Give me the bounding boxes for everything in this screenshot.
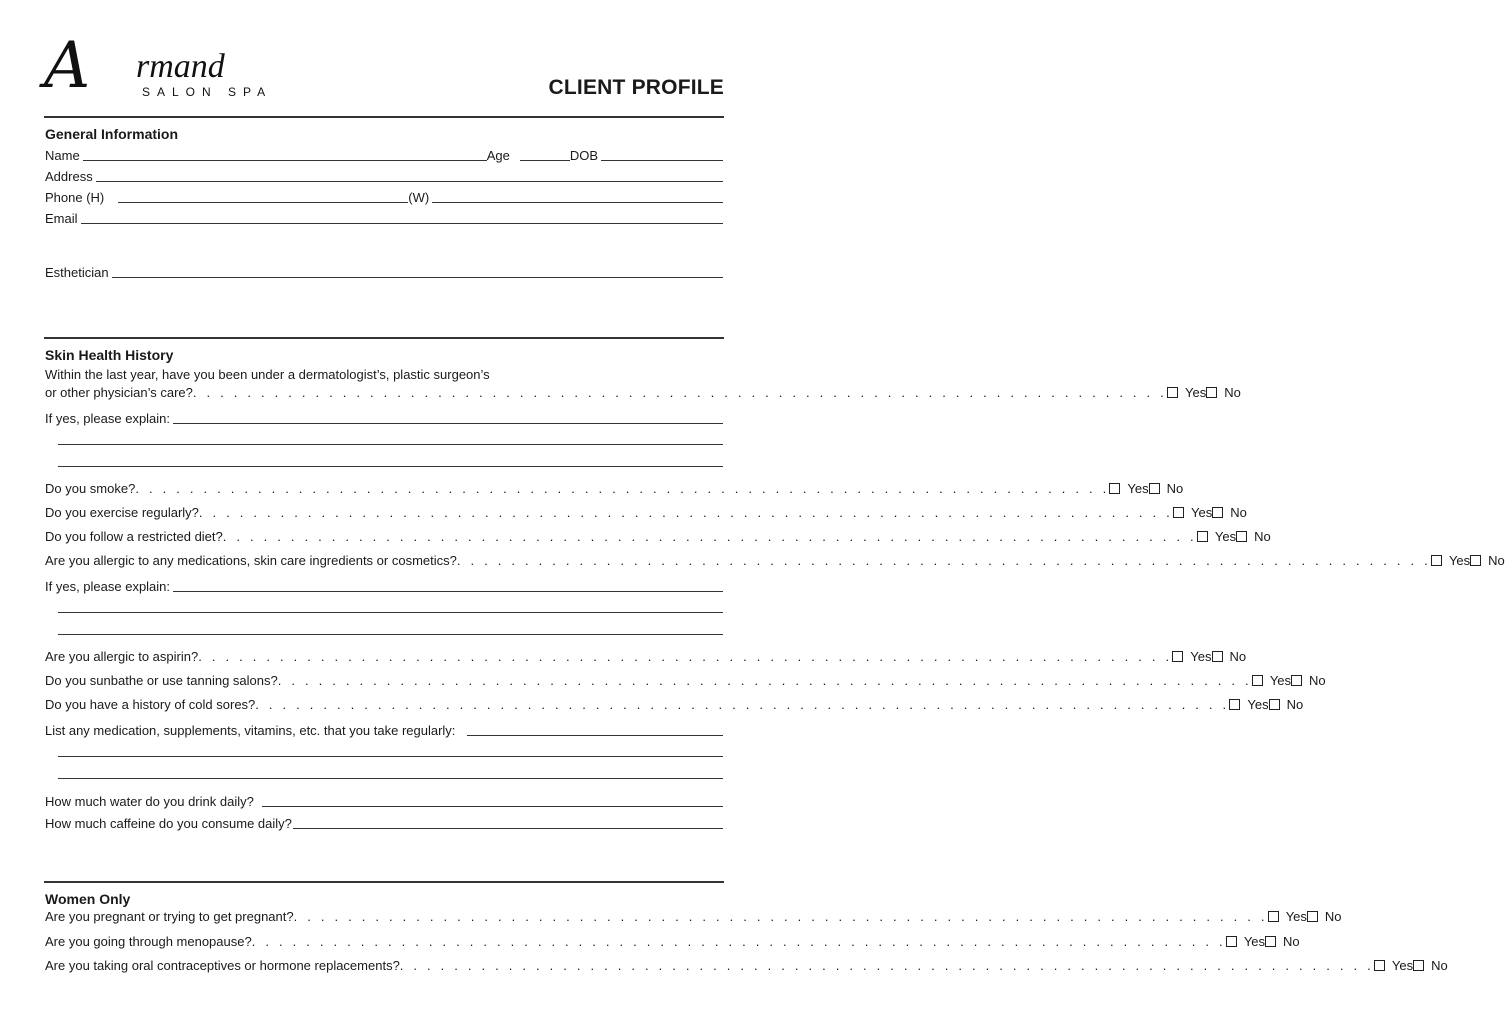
no-option[interactable]: [1206, 385, 1241, 401]
question-diet: [45, 527, 1271, 545]
question-text: Do you follow a restricted diet?: [45, 529, 223, 544]
no-label: No: [1229, 649, 1247, 664]
address-field[interactable]: [96, 181, 723, 182]
yes-option[interactable]: [1229, 697, 1268, 713]
no-option[interactable]: [1149, 481, 1184, 497]
no-label: No: [1166, 481, 1184, 496]
question-allergic-medications: [45, 551, 1505, 569]
explain-line[interactable]: [58, 444, 723, 445]
divider: [44, 337, 724, 339]
question-text: Are you pregnant or trying to get pregnant?: [45, 909, 294, 924]
esthetician-row: [45, 263, 723, 281]
yes-option[interactable]: [1431, 553, 1470, 569]
checkbox-no[interactable]: [1212, 507, 1223, 518]
logo-subtitle: SALON SPA: [142, 85, 273, 99]
divider: [44, 881, 724, 883]
phone-work-label: (W): [408, 190, 430, 205]
email-label: Email: [45, 211, 78, 226]
no-label: No: [1224, 385, 1241, 400]
medication-line[interactable]: [58, 778, 723, 779]
checkbox-yes[interactable]: [1197, 531, 1208, 542]
name-label: Name: [45, 148, 80, 163]
medication-field[interactable]: [467, 735, 723, 736]
explain-field[interactable]: [173, 423, 723, 424]
no-option[interactable]: [1236, 529, 1271, 545]
yes-option[interactable]: [1374, 958, 1413, 974]
no-option[interactable]: [1269, 697, 1304, 713]
yes-option[interactable]: [1226, 934, 1265, 950]
leader-dots: . . . . . . . . . . . . . . . . . . . . . . . . . . . . . . . . . . . . . . . . . . . . . . . . . . . . . . . . . . . . . . . . . . . . . . . .: [192, 385, 1167, 400]
yes-label: Yes: [1127, 481, 1149, 496]
checkbox-no[interactable]: [1269, 699, 1280, 710]
no-option[interactable]: [1265, 934, 1300, 950]
question-physician-line1: Within the last year, have you been under a dermatologist’s, plastic surgeon’s: [45, 367, 490, 382]
checkbox-no[interactable]: [1206, 387, 1217, 398]
checkbox-yes[interactable]: [1229, 699, 1240, 710]
yes-option[interactable]: [1197, 529, 1236, 545]
no-option[interactable]: [1307, 909, 1342, 925]
checkbox-no[interactable]: [1212, 651, 1223, 662]
checkbox-no[interactable]: [1291, 675, 1302, 686]
yes-label: Yes: [1247, 697, 1269, 712]
question-contraceptives: [45, 956, 1448, 974]
name-field[interactable]: [83, 160, 487, 161]
checkbox-yes[interactable]: [1167, 387, 1178, 398]
leader-dots: . . . . . . . . . . . . . . . . . . . . . . . . . . . . . . . . . . . . . . . . . . . . . . . . . . . . . . . . . . . . . . . . . . . . . . . .: [135, 481, 1110, 496]
no-label: No: [1324, 909, 1342, 924]
yes-label: Yes: [1285, 909, 1307, 924]
divider: [44, 116, 724, 118]
leader-dots: . . . . . . . . . . . . . . . . . . . . . . . . . . . . . . . . . . . . . . . . . . . . . . . . . . . . . . . . . . . . . . . . . . . . . . . .: [456, 553, 1431, 568]
checkbox-no[interactable]: [1236, 531, 1247, 542]
logo-initial: A: [44, 29, 91, 103]
address-row: [45, 167, 723, 185]
phone-home-label: Phone (H): [45, 190, 105, 205]
leader-dots: . . . . . . . . . . . . . . . . . . . . . . . . . . . . . . . . . . . . . . . . . . . . . . . . . . . . . . . . . . . . . . . . . . . . . . . .: [399, 958, 1374, 973]
no-label: No: [1286, 697, 1304, 712]
checkbox-yes[interactable]: [1172, 651, 1183, 662]
yes-label: Yes: [1243, 934, 1266, 949]
water-field[interactable]: [262, 806, 723, 807]
caffeine-field[interactable]: [293, 828, 723, 829]
leader-dots: . . . . . . . . . . . . . . . . . . . . . . . . . . . . . . . . . . . . . . . . . . . . . . . . . . . . . . . . . . . . . . . . . . . . . . . .: [293, 909, 1268, 924]
question-text: Do you smoke?: [45, 481, 136, 496]
question-aspirin: [45, 647, 1247, 665]
no-label: No: [1431, 958, 1448, 973]
question-exercise: [45, 503, 1247, 521]
leader-dots: . . . . . . . . . . . . . . . . . . . . . . . . . . . . . . . . . . . . . . . . . . . . . . . . . . . . . . . . . . . . . . . . . . . . . . . .: [277, 673, 1252, 688]
phone-work-field[interactable]: [432, 202, 723, 203]
question-smoke: [45, 479, 1184, 497]
checkbox-no[interactable]: [1149, 483, 1160, 494]
leader-dots: . . . . . . . . . . . . . . . . . . . . . . . . . . . . . . . . . . . . . . . . . . . . . . . . . . . . . . . . . . . . . . . . . . . . . . . .: [251, 934, 1226, 949]
dob-label: DOB: [569, 148, 598, 163]
page-title: CLIENT PROFILE: [548, 76, 724, 99]
yes-option[interactable]: [1268, 909, 1307, 925]
phone-home-field[interactable]: [118, 202, 408, 203]
no-option[interactable]: [1212, 649, 1247, 665]
no-label: No: [1230, 505, 1247, 520]
explain-field[interactable]: [173, 591, 723, 592]
question-physician-care: [45, 383, 1241, 401]
explain-line[interactable]: [58, 612, 723, 613]
section-heading-women: Women Only: [45, 891, 131, 907]
no-option[interactable]: [1291, 673, 1326, 689]
checkbox-yes[interactable]: [1173, 507, 1184, 518]
checkbox-yes[interactable]: [1252, 675, 1263, 686]
dob-field[interactable]: [601, 160, 723, 161]
question-cold-sores: [45, 695, 1304, 713]
checkbox-no[interactable]: [1307, 911, 1318, 922]
checkbox-yes[interactable]: [1374, 960, 1385, 971]
question-text: Are you allergic to aspirin?: [45, 649, 199, 664]
medication-row: [45, 721, 723, 739]
yes-label: Yes: [1185, 385, 1207, 400]
checkbox-no[interactable]: [1413, 960, 1424, 971]
medication-label: List any medication, supplements, vitamins, etc. that you take regularly:: [45, 723, 456, 738]
question-text: Are you going through menopause?: [45, 934, 252, 949]
email-row: [45, 209, 723, 227]
question-text: Do you have a history of cold sores?: [45, 697, 256, 712]
question-text: Do you sunbathe or use tanning salons?: [45, 673, 278, 688]
explain-label: If yes, please explain:: [45, 411, 171, 426]
medication-line[interactable]: [58, 756, 723, 757]
water-row: [45, 792, 723, 810]
section-heading-skin: Skin Health History: [45, 347, 174, 363]
leader-dots: . . . . . . . . . . . . . . . . . . . . . . . . . . . . . . . . . . . . . . . . . . . . . . . . . . . . . . . . . . . . . . . . . . . . . . . .: [222, 529, 1197, 544]
checkbox-yes[interactable]: [1431, 555, 1442, 566]
no-option[interactable]: [1470, 553, 1505, 569]
esthetician-field[interactable]: [112, 277, 723, 278]
yes-option[interactable]: [1252, 673, 1291, 689]
yes-label: Yes: [1391, 958, 1414, 973]
email-field[interactable]: [81, 223, 723, 224]
explain-label: If yes, please explain:: [45, 579, 171, 594]
no-label: No: [1254, 529, 1271, 544]
leader-dots: . . . . . . . . . . . . . . . . . . . . . . . . . . . . . . . . . . . . . . . . . . . . . . . . . . . . . . . . . . . . . . . . . . . . . . . .: [255, 697, 1230, 712]
age-label: Age: [486, 148, 510, 163]
checkbox-yes[interactable]: [1109, 483, 1120, 494]
yes-option[interactable]: [1173, 505, 1212, 521]
caffeine-label: How much caffeine do you consume daily?: [45, 816, 292, 831]
question-pregnant: [45, 907, 1342, 925]
explain-row: [45, 409, 723, 427]
explain-line[interactable]: [58, 466, 723, 467]
no-label: No: [1309, 673, 1326, 688]
esthetician-label: Esthetician: [45, 265, 109, 280]
leader-dots: . . . . . . . . . . . . . . . . . . . . . . . . . . . . . . . . . . . . . . . . . . . . . . . . . . . . . . . . . . . . . . . . . . . . . . . .: [198, 649, 1173, 664]
question-text: or other physician’s care?: [45, 385, 193, 400]
yes-label: Yes: [1269, 673, 1292, 688]
no-option[interactable]: [1212, 505, 1247, 521]
salon-logo: [44, 29, 284, 108]
section-heading-general: General Information: [45, 126, 179, 142]
explain-line[interactable]: [58, 634, 723, 635]
leader-dots: . . . . . . . . . . . . . . . . . . . . . . . . . . . . . . . . . . . . . . . . . . . . . . . . . . . . . . . . . . . . . . . . . . . . . . . .: [198, 505, 1173, 520]
checkbox-no[interactable]: [1470, 555, 1481, 566]
yes-label: Yes: [1190, 649, 1212, 664]
question-text: Do you exercise regularly?: [45, 505, 199, 520]
checkbox-yes[interactable]: [1226, 936, 1237, 947]
water-label: How much water do you drink daily?: [45, 794, 254, 809]
no-option[interactable]: [1413, 958, 1448, 974]
yes-option[interactable]: [1172, 649, 1211, 665]
no-label: No: [1488, 553, 1505, 568]
checkbox-no[interactable]: [1265, 936, 1276, 947]
address-label: Address: [45, 169, 93, 184]
yes-label: Yes: [1448, 553, 1471, 568]
no-label: No: [1283, 934, 1300, 949]
question-menopause: [45, 932, 1300, 950]
caffeine-row: [45, 814, 723, 832]
checkbox-yes[interactable]: [1268, 911, 1279, 922]
question-text: Are you allergic to any medications, skin care ingredients or cosmetics?: [45, 553, 457, 568]
logo-wordmark: rmand: [136, 48, 225, 85]
name-row: [45, 146, 723, 164]
yes-label: Yes: [1214, 529, 1237, 544]
explain-row-2: [45, 577, 723, 595]
yes-label: Yes: [1191, 505, 1213, 520]
age-field[interactable]: [520, 160, 570, 161]
yes-option[interactable]: [1167, 385, 1206, 401]
yes-option[interactable]: [1109, 481, 1148, 497]
question-sunbathe: [45, 671, 1326, 689]
question-text: Are you taking oral contraceptives or hormone replacements?: [45, 958, 400, 973]
phone-row: [45, 188, 723, 206]
